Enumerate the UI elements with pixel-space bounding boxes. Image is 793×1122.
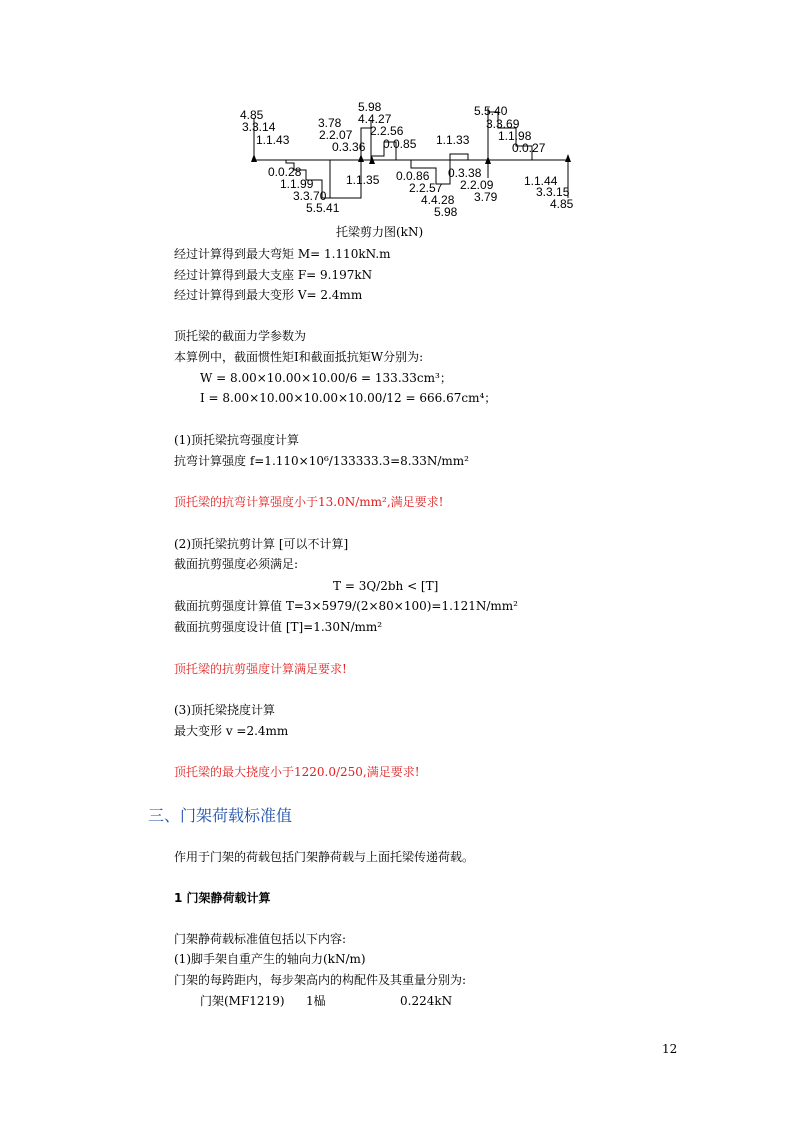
label-top-5: 5.98 xyxy=(358,100,382,114)
shear-diagram-svg xyxy=(236,98,576,220)
paragraph-1: 作用于门架的荷载包括门架静荷载与上面托梁传递荷载。 xyxy=(174,850,475,864)
component-qty: 1榀 xyxy=(306,994,326,1008)
label-bottom-8: 4.4.28 xyxy=(421,193,455,207)
page-number: 12 xyxy=(662,1042,678,1056)
w-formula: W = 8.00×10.00×10.00/6 = 133.33cm³； xyxy=(200,371,452,385)
section-intro: 本算例中，截面惯性矩I和截面抵抗矩W分别为: xyxy=(174,350,424,364)
component-name: 门架(MF1219) xyxy=(200,994,285,1008)
heading-3: 三、门架荷载标准值 xyxy=(148,806,293,825)
label-top-14: 1.1.98 xyxy=(498,129,532,143)
deflection-title: (3)顶托梁挠度计算 xyxy=(174,703,275,717)
label-bottom-4: 5.5.41 xyxy=(306,201,340,215)
label-top-6: 4.4.27 xyxy=(358,112,392,126)
label-top-13: 3.3.69 xyxy=(486,117,520,131)
label-bottom-14: 3.3.15 xyxy=(536,185,570,199)
label-top-10: 0.0.85 xyxy=(383,137,417,151)
label-bottom-2: 1.1.99 xyxy=(280,177,314,191)
label-bottom-12: 3.79 xyxy=(474,190,498,204)
label-top-9: 0.3.36 xyxy=(332,140,366,154)
shear-calc: 截面抗剪强度计算值 T=3×5979/(2×80×100)=1.121N/mm² xyxy=(174,599,518,613)
paragraph-2: 门架静荷载标准值包括以下内容: xyxy=(174,932,347,946)
label-bottom-6: 0.0.86 xyxy=(396,169,430,183)
label-bottom-13: 1.1.44 xyxy=(524,174,558,188)
label-top-4: 3.78 xyxy=(318,116,342,130)
result-max-support: 经过计算得到最大支座 F= 9.197kN xyxy=(174,268,373,282)
shear-title: (2)顶托梁抗剪计算 [可以不计算] xyxy=(174,537,349,551)
label-top-8: 2.2.56 xyxy=(370,124,404,138)
label-top-2: 3.3.14 xyxy=(242,120,276,134)
label-top-15: 0.0.27 xyxy=(512,141,546,155)
component-weight: 0.224kN xyxy=(400,994,453,1008)
subheading-1: 1 门架静荷载计算 xyxy=(174,891,271,905)
label-top-3: 1.1.43 xyxy=(256,133,290,147)
shear-result: 顶托梁的抗剪强度计算满足要求! xyxy=(174,662,347,676)
paragraph-4: 门架的每跨距内，每步架高内的构配件及其重量分别为: xyxy=(174,973,467,987)
deflection-result: 顶托梁的最大挠度小于1220.0/250,满足要求! xyxy=(174,765,420,779)
bending-title: (1)顶托梁抗弯强度计算 xyxy=(174,433,299,447)
section-title: 顶托梁的截面力学参数为 xyxy=(174,329,307,343)
result-max-moment: 经过计算得到最大弯矩 M= 1.110kN.m xyxy=(174,247,391,261)
label-top-1: 4.85 xyxy=(240,108,264,122)
label-top-11: 1.1.33 xyxy=(436,133,470,147)
label-bottom-11: 2.2.09 xyxy=(460,178,494,192)
label-bottom-7: 2.2.57 xyxy=(409,181,443,195)
label-bottom-10: 0.3.38 xyxy=(448,166,482,180)
label-bottom-9: 5.98 xyxy=(434,205,458,219)
result-max-deflection: 经过计算得到最大变形 V= 2.4mm xyxy=(174,288,363,302)
shear-must: 截面抗剪强度必须满足: xyxy=(174,557,299,571)
bending-calc: 抗弯计算强度 f=1.110×10⁶/133333.3=8.33N/mm² xyxy=(174,454,469,468)
label-top-12: 5.5.40 xyxy=(474,104,508,118)
label-bottom-5: 1.1.35 xyxy=(346,173,380,187)
paragraph-3: (1)脚手架自重产生的轴向力(kN/m) xyxy=(174,952,366,966)
bending-result: 顶托梁的抗弯计算强度小于13.0N/mm²,满足要求! xyxy=(174,495,444,509)
i-formula: I = 8.00×10.00×10.00×10.00/12 = 666.67cm⁴； xyxy=(200,391,497,405)
label-bottom-15: 4.85 xyxy=(550,197,574,211)
diagram-caption: 托梁剪力图(kN) xyxy=(336,225,424,239)
shear-force-diagram xyxy=(236,98,576,220)
deflection-max: 最大变形 v =2.4mm xyxy=(174,724,289,738)
label-bottom-1: 0.0.28 xyxy=(268,165,302,179)
label-top-7: 2.2.07 xyxy=(319,128,353,142)
shear-formula: T = 3Q/2bh < [T] xyxy=(333,579,439,593)
shear-design: 截面抗剪强度设计值 [T]=1.30N/mm² xyxy=(174,620,383,634)
component-row xyxy=(200,993,452,1009)
label-bottom-3: 3.3.70 xyxy=(293,189,327,203)
